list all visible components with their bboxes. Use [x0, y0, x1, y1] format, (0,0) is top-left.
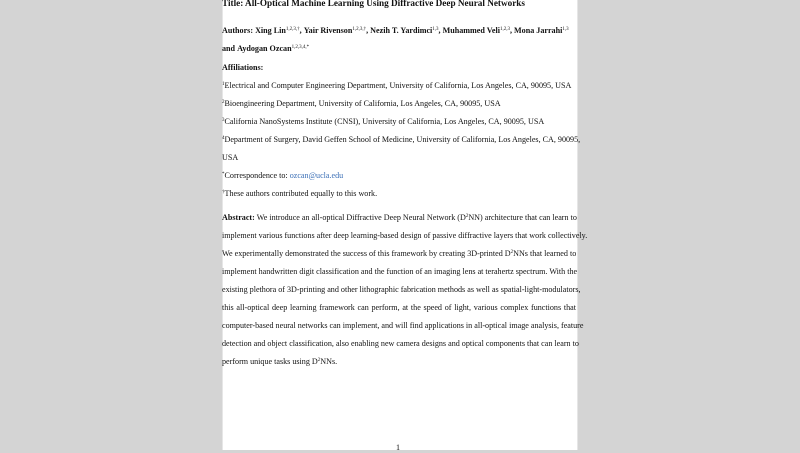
affiliation-3: [222, 117, 544, 127]
abstract-sup: 2: [510, 250, 514, 255]
author-name: Aydogan Ozcan: [237, 44, 292, 53]
affiliation-1: [222, 81, 571, 91]
author-sep: ,: [509, 26, 512, 35]
abstract-line: implement various functions after deep learning-based design of passive diffractive layers that work collectively.: [222, 231, 588, 240]
author-affil-sup: 1,2,3,4,*: [291, 45, 310, 50]
affiliation-text: Bioengineering Department, University of California, Los Angeles, CA, 90095, USA: [224, 99, 501, 108]
author-sep: ,: [438, 26, 441, 35]
abstract-text: We experimentally demonstrated the success of this framework by creating 3D-printed D: [222, 249, 511, 258]
author-affil-sup: 1,3: [432, 27, 439, 32]
abstract-line: detection and object classification, also enabling new camera designs and optical components that can learn to: [222, 339, 579, 348]
equal-contribution-note: [222, 189, 377, 199]
affiliation-number: 3: [222, 118, 225, 123]
equal-contribution-mark: †: [222, 190, 225, 195]
abstract-line: [222, 357, 337, 367]
affiliation-text: California NanoSystems Institute (CNSI), University of California, Los Angeles, CA, 90095, USA: [224, 117, 545, 126]
abstract-text: NNs that learned to: [513, 249, 577, 258]
author-affil-sup: 1,2,3,†: [285, 27, 300, 32]
page-number: 1: [396, 443, 401, 452]
author-name: Mona Jarrahi: [514, 26, 563, 35]
affiliation-number: 2: [222, 100, 225, 105]
author-name: Yair Rivenson: [303, 26, 353, 35]
author-affil-sup: 1,2,3: [499, 27, 510, 32]
paper-title: Title: All-Optical Machine Learning Using Diffractive Deep Neural Networks: [222, 0, 525, 8]
affiliation-text: Electrical and Computer Engineering Department, University of California, Los Angeles, CA, 90095, USA: [224, 81, 572, 90]
authors-label: Authors:: [222, 26, 254, 35]
affiliation-2: [222, 99, 501, 109]
author-name: Nezih T. Yardimci: [370, 26, 433, 35]
authors-conjunction: and: [222, 44, 236, 53]
affiliation-4: [222, 135, 580, 145]
abstract-line: computer-based neural networks can implement, and will find applications in all-optical image analysis, feature: [222, 321, 584, 330]
abstract-line: this all-optical deep learning framework can perform, at the speed of light, various complex functions that: [222, 303, 576, 312]
affiliation-4-cont: USA: [222, 153, 239, 162]
author-name: Muhammed Veli: [442, 26, 500, 35]
affiliation-number: 1: [222, 82, 225, 87]
affiliations-heading: Affiliations:: [222, 63, 264, 72]
affiliation-number: 4: [222, 136, 225, 141]
abstract-line: existing plethora of 3D-printing and other lithographic fabrication methods as well as spatial-light-modulators,: [222, 285, 581, 294]
correspondence: [222, 171, 343, 181]
abstract-text: We introduce an all-optical Diffractive Deep Neural Network (D: [256, 213, 466, 222]
affiliation-text: Department of Surgery, David Geffen School of Medicine, University of California, Los Angeles, CA, 90095,: [224, 135, 581, 144]
author-affil-sup: 1,3: [562, 27, 569, 32]
authors-line-1: [222, 26, 569, 36]
correspondence-mark: *: [222, 172, 225, 177]
abstract-line: [222, 249, 576, 259]
abstract-text: NNs.: [320, 357, 338, 366]
author-affil-sup: 1,2,3,†: [352, 27, 367, 32]
correspondence-label: Correspondence to:: [224, 171, 288, 180]
abstract-text: perform unique tasks using D: [222, 357, 318, 366]
author-sep: ,: [299, 26, 302, 35]
abstract-label: Abstract:: [222, 213, 255, 222]
abstract-sup: 2: [317, 358, 321, 363]
authors-line-2: [222, 44, 309, 54]
abstract-text: NN) architecture that can learn to: [468, 213, 577, 222]
abstract-line: implement handwritten digit classification and the function of an imaging lens at terahertz spectrum. With the: [222, 267, 578, 276]
author-sep: ,: [366, 26, 369, 35]
equal-contribution-text: These authors contributed equally to this work.: [224, 189, 378, 198]
abstract-sup: 2: [465, 214, 469, 219]
correspondence-email-link[interactable]: ozcan@ucla.edu: [289, 171, 344, 180]
author-name: Xing Lin: [255, 26, 286, 35]
paper-page: [222, 0, 588, 450]
abstract-line: [222, 213, 576, 223]
